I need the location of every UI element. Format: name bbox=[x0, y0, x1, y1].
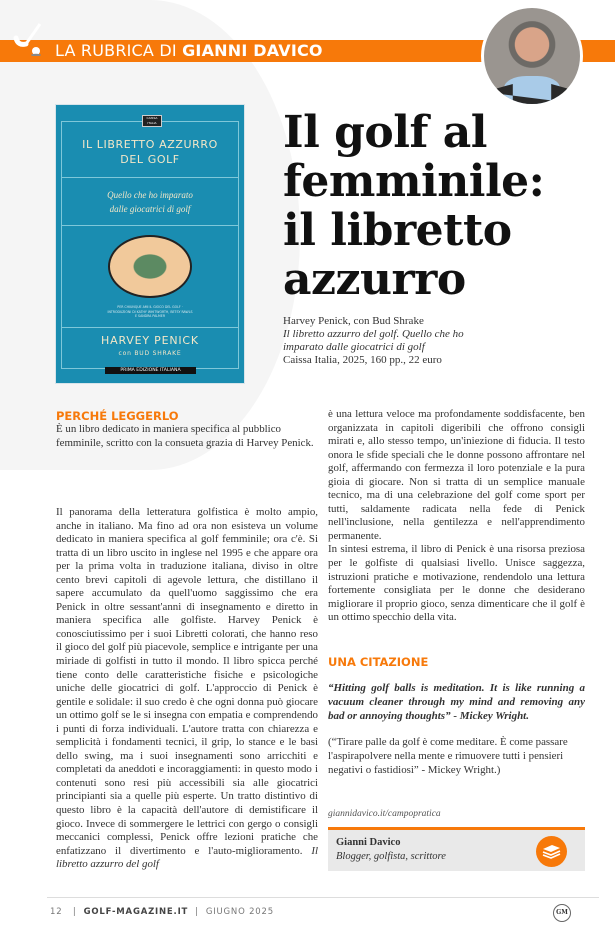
footer: 12 | GOLF-MAGAZINE.IT | GIUGNO 2025 bbox=[50, 907, 274, 917]
body-paragraph-3: In sintesi estrema, il libro di Penick è una risorsa preziosa per le golfiste di qualsiasi livello. Unisce saggezza, istruzioni pratiche e motivazione, rendendolo una lettura fortemente consigliata per le donne che desiderano migliorare il proprio gioco, senza dimenticare che il golf è un ottimo specchio della vita. bbox=[328, 543, 585, 624]
quote-italian: (“Tirare palle da golf è come meditare. È come passare l'aspirapolvere nella mente e rimuovere tutti i pensieri negativi o fastidiosi” - Mickey Wright.) bbox=[328, 736, 568, 776]
cover-coauthor: con BUD SHRAKE bbox=[118, 350, 182, 357]
rubric-prefix: LA RUBRICA DI bbox=[55, 41, 177, 60]
caption-details: Caissa Italia, 2025, 160 pp., 22 euro bbox=[283, 354, 442, 366]
golf-club-icon bbox=[10, 22, 44, 56]
quote-section bbox=[328, 655, 585, 777]
rubric-author: GIANNI DAVICO bbox=[182, 41, 323, 60]
rubric-title bbox=[55, 41, 323, 61]
why-heading: PERCHÉ LEGGERLO bbox=[56, 409, 179, 423]
author-avatar bbox=[481, 5, 583, 107]
quote-heading: UNA CITAZIONE bbox=[328, 655, 429, 669]
cover-badge: PRIMA EDIZIONE ITALIANA bbox=[105, 367, 196, 374]
author-role: Blogger, golfista, scrittore bbox=[336, 851, 446, 862]
book-cover bbox=[56, 105, 244, 383]
cover-title: IL LIBRETTO AZZURRO DEL GOLF bbox=[82, 138, 218, 166]
footer-site: GOLF-MAGAZINE.IT bbox=[83, 907, 189, 917]
page-number: 12 bbox=[50, 907, 63, 917]
author-name: Gianni Davico bbox=[336, 837, 401, 848]
author-box bbox=[328, 827, 585, 871]
books-icon bbox=[536, 836, 567, 867]
author-website-link[interactable]: giannidavico.it/campopratica bbox=[328, 809, 441, 819]
magazine-logo: GM bbox=[553, 904, 571, 922]
cover-blurb: PER CHIUNQUE AMI IL GIOCO DEL GOLF · INTRODUZIONI DI KATHY WHITWORTH, BETSY RAWLS E SANDRA PALMER bbox=[107, 305, 193, 318]
why-text: È un libro dedicato in maniera specifica al pubblico femminile, scritto con la consueta grazia di Harvey Penick. bbox=[56, 423, 314, 449]
book-caption bbox=[283, 315, 483, 367]
body-paragraph-2 bbox=[328, 408, 585, 543]
article-title: Il golf al femminile: il libretto azzurro bbox=[283, 107, 545, 305]
body-paragraph-2-text: è una lettura veloce ma profondamente soddisfacente, ben organizzata in capitoli digeribili che offrono consigli mirati e, allo stesso tempo, un'iniezione di fiducia. Il testo onora le sfide speciali che le donne possono affrontare nel golf, affermando con fermezza il loro potenziale e la pura gioia di giocare. Non si tratta di un semplice manuale tecnico, ma di una celebrazione del golf come sport per tutti, saldamente radicata nella fede di Penick nell'inclusione, nella gentilezza e nell'apprendimento permanente. bbox=[328, 408, 585, 542]
body-paragraph-1: Il panorama della letteratura golfistica è molto ampio, anche in italiano. Ma fino ad ora non esisteva un volume dedicato in maniera specifica al golf femminile; ora c'è. Si tratta di un libro uscito in inglese nel 1995 e che appare ora per la prima volta in traduzione italiana, diviso in oltre cento brevi capitoli di agevole lettura, che distillano il sapere accumulato da quell'uomo saggissimo che era Penick in oltre sessant'anni di insegnamento e diretto in maniera specifica alle golfiste. Harvey Penick è conosciutissimo per i suoi Libretti colorati, che hanno reso il gioco del golf più piacevole, semplice e intrigante per una miriade di golfisti in tutto il mondo. Il libro spicca perché tiene conto delle caratteristiche fisiche e psicologiche uniche delle giocatrici di golf. L'approccio di Penick è gentile e solidale: il suo credo è che ogni donna può giocare un ottimo golf se le si insegna con empatia e comprendendo i punti di forza individuali. L'autore tratta con chiarezza e semplicità i fondamenti tecnici, il grip, lo stance e le basi dello swing, ma i suoi insegnamenti sono arricchiti e completati da aneddoti e incoraggiamenti: in questo modo i contenuti sono resi più accessibili sia alle giocatrici principianti sia a quelle più esperte. Un tratto distintivo di questo libro è la capacità dell'autore di demistificare il gioco. Invece di sommergere le lettrici con gergo o consigli meccanici complessi, Penick offre lezioni pratiche che enfatizzano il divertimento e l'auto-miglioramento. bbox=[56, 506, 318, 857]
why-section bbox=[56, 409, 318, 450]
cover-illustration bbox=[108, 235, 192, 298]
footer-divider bbox=[47, 897, 599, 898]
cover-subtitle: Quello che ho imparato dalle giocatrici di golf bbox=[107, 190, 193, 214]
publisher-mark: CAISSA ITALIA bbox=[142, 115, 162, 127]
quote-english: “Hitting golf balls is meditation. It is like running a vacuum cleaner through my mind and removing any bad or annoying thoughts” - Mickey Wright. bbox=[328, 682, 585, 722]
body-left bbox=[56, 506, 318, 872]
body-book-ref: Il libretto azzurro del golf bbox=[56, 844, 318, 871]
cover-author: HARVEY PENICK bbox=[101, 334, 199, 347]
body-right bbox=[328, 408, 585, 625]
caption-book-title: Il libretto azzurro del golf. Quello che ho imparato dalle giocatrici di golf bbox=[283, 328, 464, 353]
caption-authors: Harvey Penick, con Bud Shrake bbox=[283, 315, 424, 327]
footer-issue: GIUGNO 2025 bbox=[205, 907, 274, 917]
